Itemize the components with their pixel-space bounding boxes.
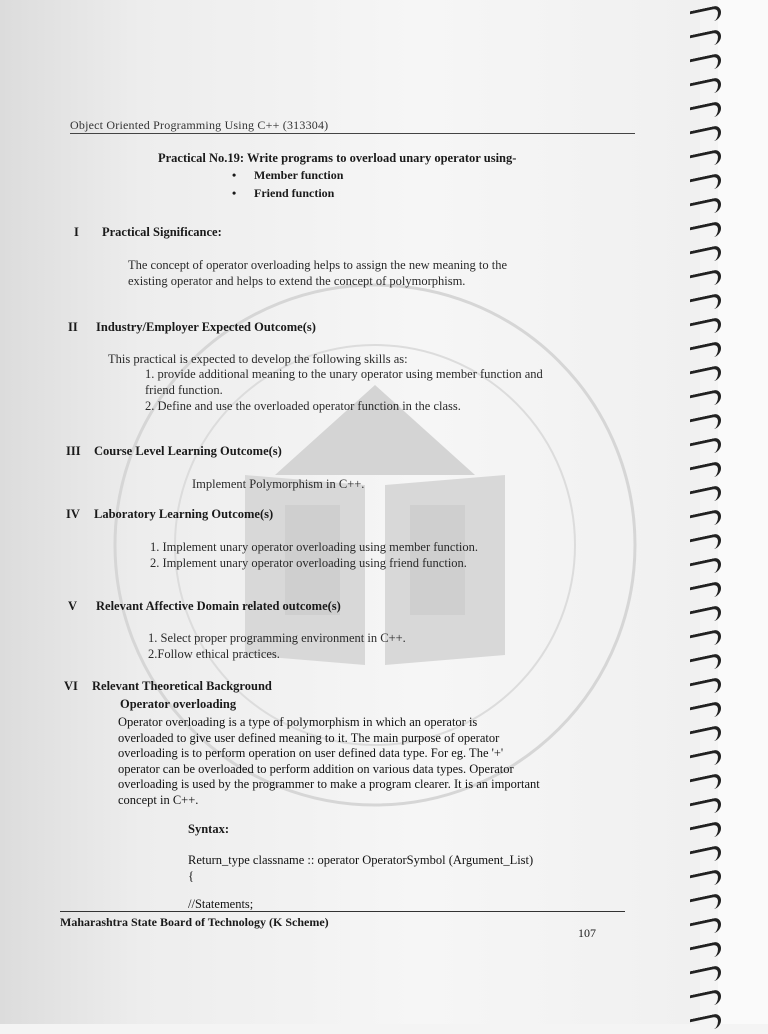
section-5-heading: V Relevant Affective Domain related outcome(s) <box>68 599 341 613</box>
spiral-coil <box>690 437 721 459</box>
spiral-coil <box>690 749 721 771</box>
footer-text: Maharashtra State Board of Technology (K Scheme) <box>60 915 329 929</box>
spiral-coil <box>690 245 721 267</box>
spiral-coil <box>690 341 721 363</box>
section-6-body: Operator overloading is a type of polymorphism in which an operator is overloaded to give user defined meaning to it. The main purpose of operator overloading is to perform operation on user defined data type. For eg. The '+' operator can be overloaded to perform addition on various data types. Operator overloading is used by the programmer to make a program clearer. It is an important concept in C++. <box>118 715 540 807</box>
spiral-coil <box>690 1013 721 1034</box>
section-5-list: 1. Select proper programming environment in C++. 2.Follow ethical practices. <box>148 631 406 661</box>
spiral-coil <box>690 197 721 219</box>
section-3-text: Implement Polymorphism in C++. <box>192 477 365 491</box>
header-divider <box>70 133 635 134</box>
page-number: 107 <box>578 926 596 940</box>
bullet-item: • Friend function <box>232 186 335 200</box>
footer-divider <box>60 911 625 912</box>
spiral-coil <box>690 821 721 843</box>
spiral-coil <box>690 965 721 987</box>
spiral-coil <box>690 557 721 579</box>
spiral-coil <box>690 605 721 627</box>
spiral-coil <box>690 173 721 195</box>
section-2-list: 1. provide additional meaning to the unary operator using member function and friend function. 2. Define and use the overloaded operator function in the class. <box>145 367 543 413</box>
spiral-coil <box>690 5 721 27</box>
syntax-line: Return_type classname :: operator OperatorSymbol (Argument_List) <box>188 853 534 867</box>
spiral-binding <box>690 0 720 1024</box>
document-header-title: Object Oriented Programming Using C++ (313304) <box>70 118 329 132</box>
section-1-text: The concept of operator overloading helps to assign the new meaning to the existing operator and helps to extend the concept of polymorphism. <box>128 258 508 288</box>
spiral-coil <box>690 53 721 75</box>
syntax-statements: //Statements; <box>188 897 254 911</box>
spiral-coil <box>690 461 721 483</box>
spiral-coil <box>690 701 721 723</box>
spiral-coil <box>690 989 721 1011</box>
spiral-coil <box>690 845 721 867</box>
spiral-coil <box>690 125 721 147</box>
spiral-coil <box>690 485 721 507</box>
spiral-coil <box>690 725 721 747</box>
section-6-subtitle: Operator overloading <box>120 697 237 711</box>
spiral-coil <box>690 629 721 651</box>
spiral-coil <box>690 77 721 99</box>
section-2-intro: This practical is expected to develop the following skills as: <box>108 352 408 366</box>
syntax-label: Syntax: <box>188 822 229 836</box>
spiral-coil <box>690 869 721 891</box>
section-4-list: 1. Implement unary operator overloading using member function. 2. Implement unary operator overloading using friend function. <box>150 540 479 570</box>
spiral-coil <box>690 677 721 699</box>
section-3-heading: III Course Level Learning Outcome(s) <box>66 444 282 458</box>
bullet-item: • Member function <box>232 168 344 182</box>
spiral-coil <box>690 941 721 963</box>
spiral-coil <box>690 509 721 531</box>
section-1-heading: I Practical Significance: <box>74 225 222 239</box>
spiral-coil <box>690 581 721 603</box>
binding-background <box>718 0 768 1024</box>
practical-heading: Practical No.19: Write programs to overload unary operator using- <box>158 151 517 165</box>
spiral-coil <box>690 413 721 435</box>
spiral-coil <box>690 101 721 123</box>
section-2-heading: II Industry/Employer Expected Outcome(s) <box>68 320 316 334</box>
syntax-brace: { <box>188 869 194 883</box>
spiral-coil <box>690 221 721 243</box>
spiral-coil <box>690 797 721 819</box>
practical-bullets <box>232 168 343 204</box>
spiral-coil <box>690 773 721 795</box>
section-6-heading: VI Relevant Theoretical Background <box>64 679 272 693</box>
spiral-coil <box>690 269 721 291</box>
spiral-coil <box>690 893 721 915</box>
spiral-coil <box>690 533 721 555</box>
spiral-coil <box>690 917 721 939</box>
spiral-coil <box>690 317 721 339</box>
spiral-coil <box>690 149 721 171</box>
spiral-coil <box>690 293 721 315</box>
section-4-heading: IV Laboratory Learning Outcome(s) <box>66 507 274 521</box>
spiral-coil <box>690 389 721 411</box>
spiral-coil <box>690 365 721 387</box>
spiral-coil <box>690 29 721 51</box>
spiral-coil <box>690 653 721 675</box>
